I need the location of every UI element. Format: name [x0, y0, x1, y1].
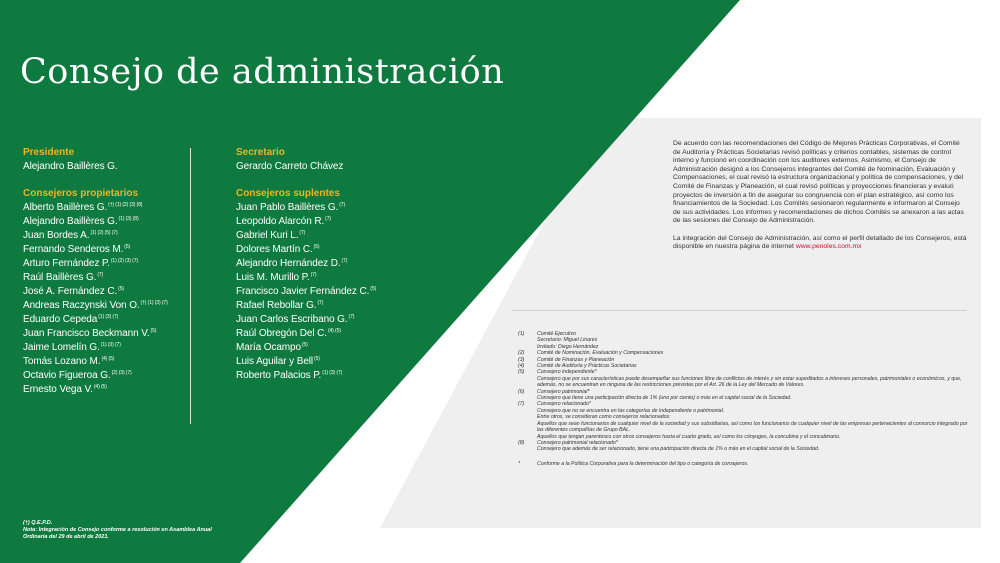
note-item — [518, 376, 968, 389]
footnote-nota: Nota: Integración de Consejo conforme a resolución en Asamblea Anual Ordinaria del 29 de abril de 2021. — [23, 527, 212, 540]
note-item — [518, 446, 968, 452]
propietarios-heading: Consejeros propietarios — [23, 188, 139, 199]
propietario-name-references: (1) (3) (7) — [98, 313, 119, 320]
note-number: * — [518, 460, 521, 467]
propietario-name-text: Raúl Baillères G. — [23, 272, 97, 283]
suplente-name — [236, 285, 401, 299]
note-text: Comité de Nominación, Evaluación y Compensaciones — [537, 350, 664, 357]
suplente-name-references: (5) — [314, 355, 320, 362]
propietario-name — [23, 327, 188, 341]
page-title: Consejo de administración — [20, 52, 505, 92]
propietario-name-references: (1) (2) (5) (7) — [90, 229, 118, 236]
notes-separator — [512, 310, 967, 311]
propietario-name — [23, 383, 188, 397]
suplente-name — [236, 201, 401, 215]
propietario-name-text: Octavio Figueroa G. — [23, 370, 111, 381]
propietario-name-text: Alberto Baillères G. — [23, 202, 108, 213]
suplente-name-references: (7) — [341, 257, 348, 264]
note-number: (7) — [518, 401, 525, 408]
note-number: (8) — [518, 439, 525, 446]
suplente-name — [236, 229, 401, 243]
propietario-name-references: (5) — [150, 327, 157, 334]
suplente-name — [236, 327, 401, 341]
note-text: Consejero que por sus características puede desempeñar sus funciones libre de conflictos de interés y sin estar supeditados a intereses personales, patrimoniales o económicos, y que, además, no se encuentran en ninguna de las restricciones previstas por el Art. 26 de la Ley del Mercado de Valores. — [537, 375, 962, 389]
left-column — [23, 146, 188, 397]
note-number: (4) — [518, 363, 525, 370]
suplente-name — [236, 299, 401, 313]
note-text: Comité de Auditoría y Prácticas Societarias — [537, 363, 637, 370]
suplente-name — [236, 257, 401, 271]
suplente-name-text: Luis Aguilar y Bell — [236, 356, 314, 367]
suplentes-list — [236, 201, 401, 383]
suplente-name-references: (7) — [317, 299, 324, 306]
note-text: Consejero que no se encuentra en las categorías de independiente o patrimonial. — [537, 407, 725, 414]
website-link[interactable]: www.penoles.com.mx — [795, 243, 862, 251]
propietario-name — [23, 271, 188, 285]
note-text: Comité de Finanzas y Planeación — [537, 356, 615, 363]
propietario-name-references: (2) (3) (7) — [111, 369, 132, 376]
presidente-heading: Presidente — [23, 147, 75, 158]
propietario-name — [23, 229, 188, 243]
suplente-name-references: (7) — [310, 271, 317, 278]
note-text: Consejero patrimonial* — [537, 388, 590, 395]
propietario-name-references: (4) (5) — [93, 383, 107, 390]
suplente-name — [236, 243, 401, 257]
suplente-name-references: (5) — [313, 243, 320, 250]
note-text: Invitado: Diego Hernández — [537, 343, 599, 350]
suplente-name — [236, 355, 401, 369]
propietario-name-text: Andreas Raczynski Von O. — [23, 300, 140, 311]
note-text: Consejero que además de ser relacionado, tiene una participación directa de 1% o más en el capital social de la Sociedad. — [537, 446, 820, 453]
propietario-name-text: Juan Bordes A. — [23, 230, 90, 241]
suplente-name-references: (7) — [299, 229, 306, 236]
propietario-name — [23, 369, 188, 383]
notes-block — [518, 331, 968, 467]
propietario-name-references: (5) — [124, 243, 131, 250]
propietario-name — [23, 313, 188, 327]
left-footnote — [23, 520, 213, 541]
intro-paragraph-2 — [673, 235, 969, 252]
propietario-name-text: Arturo Fernández P. — [23, 258, 110, 269]
propietario-name-references: (†) (1) (2) (3) (8) — [108, 201, 143, 208]
suplentes-heading: Consejeros suplentes — [236, 188, 340, 199]
suplente-name-references: (4) (5) — [327, 327, 341, 334]
note-text: Consejero patrimonial relacionado* — [537, 439, 618, 446]
propietario-name — [23, 355, 188, 369]
propietario-name-text: Eduardo Cepeda — [23, 314, 98, 325]
suplente-name — [236, 271, 401, 285]
note-text: Secretario: Miguel Linares — [537, 337, 598, 344]
propietario-name-text: Alejandro Baillères G. — [23, 216, 118, 227]
propietario-name-text: Ernesto Vega V. — [23, 384, 93, 395]
suplente-name-references: (7) — [325, 215, 331, 222]
suplente-name-text: Rafael Rebollar G. — [236, 300, 317, 311]
presidente-name: Alejandro Baillères G. — [23, 161, 118, 172]
suplente-name-references: (5) — [370, 285, 377, 292]
note-text: Comité Ejecutivo — [537, 331, 576, 337]
suplente-name-text: Dolores Martín C. — [236, 244, 313, 255]
note-text: Aquellos que sean funcionarios de cualquier nivel de la sociedad y sus subsidiarias, así como los funcionarios de cualquier nivel de las empresas pertenecientes al consorcio integrado por las diferentes compañías de Grupo BAL. — [537, 420, 968, 434]
suplente-name-text: Alejandro Hernández D. — [236, 258, 341, 269]
propietario-name — [23, 257, 188, 271]
note-number: (2) — [518, 350, 525, 357]
note-text: Aquellos que tengan parentesco con otros consejeros hasta el cuarto grado, así como los cónyuges, la concubina y el concubinario. — [537, 433, 841, 440]
propietario-name — [23, 299, 188, 313]
secretario-heading: Secretario — [236, 147, 285, 158]
propietario-name-text: Tomás Lozano M. — [23, 356, 101, 367]
suplente-name-text: Gabriel Kuri L. — [236, 230, 299, 241]
suplente-name — [236, 341, 401, 355]
note-number — [518, 421, 537, 434]
propietario-name — [23, 243, 188, 257]
suplente-name — [236, 313, 401, 327]
note-number: (3) — [518, 356, 525, 363]
propietario-name-references: (1) (2) (3) (7) — [110, 257, 138, 264]
note-number — [518, 376, 537, 389]
secretario-name: Gerardo Carreto Chávez — [236, 161, 344, 172]
note-number — [518, 446, 537, 452]
note-text: Conforme a la Política Corporativa para la determinación del tipo o categoría de consejeros. — [537, 460, 749, 467]
suplente-name-text: Leopoldo Alarcón R. — [236, 216, 325, 227]
propietario-name-references: (5) — [118, 285, 124, 292]
suplente-name-text: Luis M. Murillo P. — [236, 272, 310, 283]
note-star — [518, 461, 968, 467]
suplente-name — [236, 369, 401, 383]
notes-list — [518, 331, 968, 453]
note-number: (6) — [518, 388, 525, 395]
suplente-name-references: (5) — [301, 341, 308, 348]
propietario-name-text: Fernando Senderos M. — [23, 244, 124, 255]
suplente-name-text: Juan Pablo Baillères G. — [236, 202, 339, 213]
footnote-qepd: (†) Q.E.P.D. — [23, 520, 53, 526]
propietario-name — [23, 285, 188, 299]
suplente-name-references: (1) (3) (7) — [322, 369, 343, 376]
intro-paragraph-2-text: La integración del Consejo de Administración, así como el perfil detallado de los Consejeros, está disponible en nuestra página de internet — [673, 234, 967, 251]
propietario-name-references: (†) (1) (3) (7) — [140, 299, 168, 306]
note-text: Consejero que tiene una participación directa de 1% (uno por ciento) o más en el capital social de la Sociedad. — [537, 395, 792, 402]
suplente-name — [236, 215, 401, 229]
propietario-name-references: (1) (3) (7) — [100, 341, 121, 348]
suplente-name-text: Francisco Javier Fernández C. — [236, 286, 370, 297]
propietario-name-references: (4) (5) — [101, 355, 115, 362]
intro-paragraph-1: De acuerdo con las recomendaciones del Código de Mejores Prácticas Corporativas, el Comité de Auditoría y Prácticas Societarias revisó políticas y criterios contables, sistemas de control interno y funcionó en coordinación con los auditores externos. Asimismo, el Consejo de Administración designó a los Consejeros integrantes del Comité de Nominación, Evaluación y Compensaciones, el cual revisó la estructura organizacional y política de compensaciones, y del Comité de Finanzas y Planeación, el cual revisó políticas y proyecciones financieras y evaluó proyectos de inversión a fin de asegurar su congruencia con el plan estratégico, así como los financiamientos de la Sociedad. Los Comités sesionaron regularmente e informaron al Consejo de sus actividades. Los informes y recomendaciones de dichos Comités se anexaron a las actas de las sesiones del Consejo de Administración. — [673, 140, 964, 225]
propietario-name — [23, 201, 188, 215]
note-text: Consejero relacionado* — [537, 401, 591, 408]
propietario-name-references: (7) — [97, 271, 104, 278]
column-divider — [190, 148, 191, 424]
intro-text — [673, 140, 969, 260]
propietario-name — [23, 215, 188, 229]
suplente-name-text: Juan Carlos Escribano G. — [236, 314, 348, 325]
suplente-name-text: María Ocampo — [236, 342, 301, 353]
note-item — [518, 421, 968, 434]
suplente-name-text: Raúl Obregón Del C. — [236, 328, 327, 339]
propietario-name-text: José A. Fernández C. — [23, 286, 118, 297]
right-column — [236, 146, 401, 383]
suplente-name-text: Roberto Palacios P. — [236, 370, 322, 381]
propietario-name-text: Juan Francisco Beckmann V. — [23, 328, 150, 339]
suplente-name-references: (7) — [348, 313, 355, 320]
suplente-name-references: (7) — [339, 201, 346, 208]
propietarios-list — [23, 201, 188, 397]
propietario-name-references: (1) (3) (8) — [118, 215, 139, 222]
note-text: Consejero independiente* — [537, 369, 597, 376]
note-text: Entre otros, se consideran como consejeros relacionados: — [537, 414, 671, 421]
note-number: (5) — [518, 369, 525, 376]
propietario-name — [23, 341, 188, 355]
note-number: (1) — [518, 331, 525, 337]
propietario-name-text: Jaime Lomelín G. — [23, 342, 100, 353]
